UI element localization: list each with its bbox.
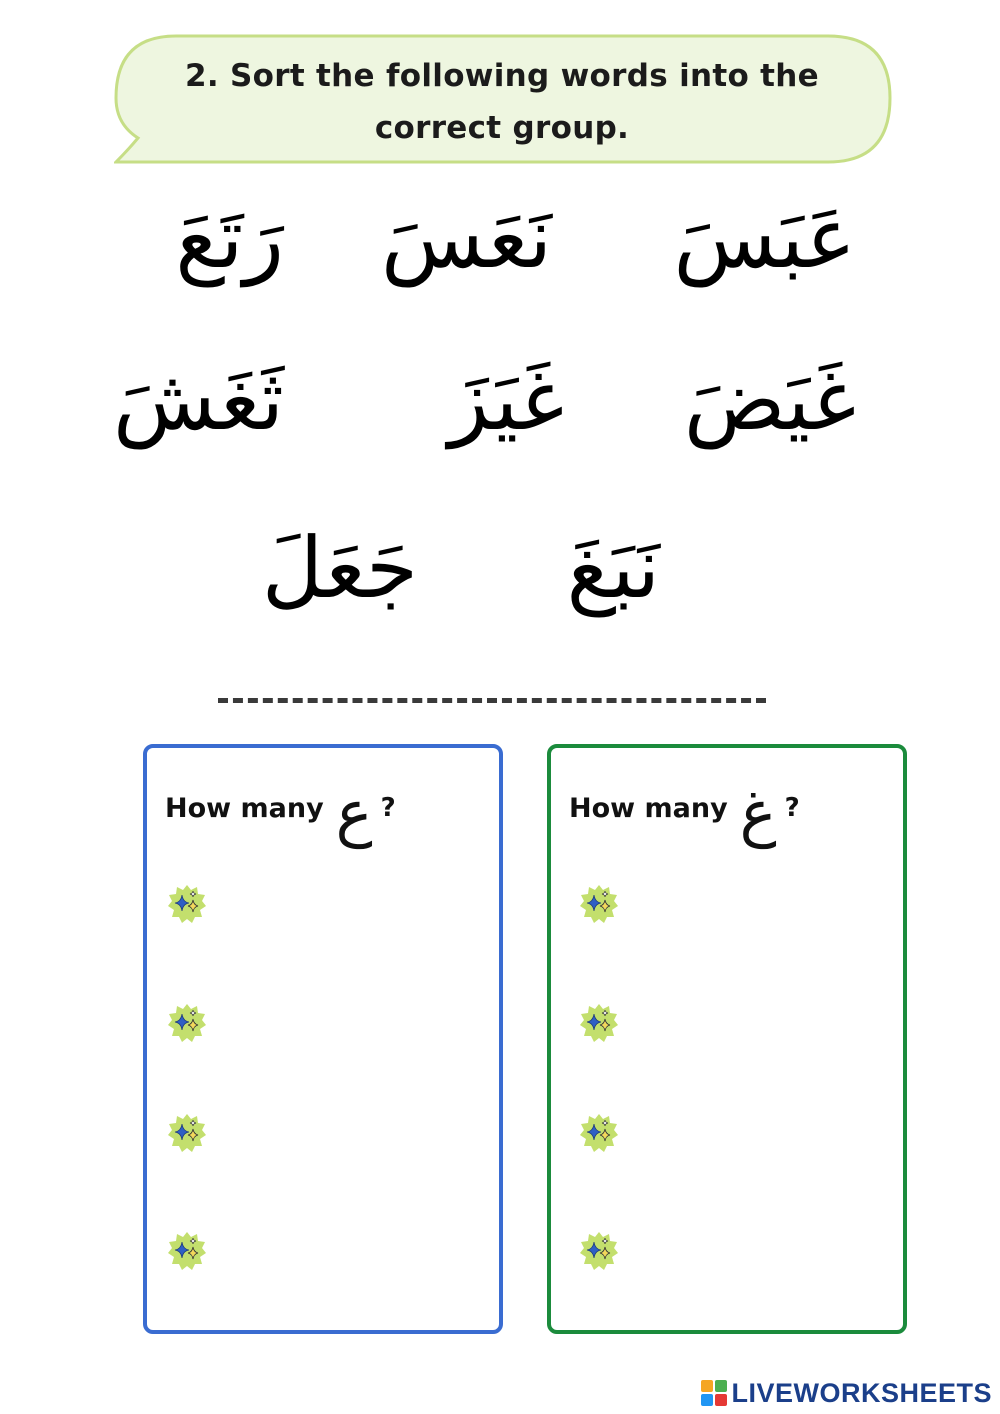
word-abasa[interactable]: عَبَسَ xyxy=(673,189,856,287)
word-ghayaza[interactable]: غَيَزَ xyxy=(448,351,564,449)
sparkle-badge-icon xyxy=(167,1231,207,1271)
group-label: How many xyxy=(569,792,728,824)
sparkle-badge-icon xyxy=(579,1003,619,1043)
sparkle-badge-icon xyxy=(167,884,207,924)
question-mark: ? xyxy=(784,793,800,823)
footer-brand: LIVEWORKSHEETS xyxy=(731,1377,992,1408)
word-jaala[interactable]: جَعَلَ xyxy=(261,519,418,617)
liveworksheets-logo-icon xyxy=(701,1380,727,1406)
instruction-bubble xyxy=(114,34,890,164)
instruction-line-2: correct group. xyxy=(374,110,630,146)
instruction-line-1: 2. Sort the following words into the xyxy=(185,58,819,94)
word-naasa[interactable]: نَعَسَ xyxy=(381,189,552,287)
group-box-ghayn[interactable] xyxy=(547,744,907,1334)
group-letter-ain: ع xyxy=(335,775,373,849)
group-box-ain[interactable] xyxy=(143,744,503,1334)
sparkle-badge-icon xyxy=(579,1231,619,1271)
word-nabagha[interactable]: نَبَغَ xyxy=(566,519,660,617)
word-rataa[interactable]: رَتَعَ xyxy=(175,189,284,287)
liveworksheets-footer xyxy=(701,1378,992,1408)
group-letter-ghayn: غ xyxy=(739,775,777,849)
dashed-divider xyxy=(218,698,766,703)
sparkle-badge-icon xyxy=(167,1003,207,1043)
sparkle-badge-icon xyxy=(579,884,619,924)
group-title-ain xyxy=(165,768,396,848)
instruction-text xyxy=(114,50,890,154)
group-label: How many xyxy=(165,792,324,824)
group-title-ghayn xyxy=(569,768,800,848)
word-ghayada[interactable]: غَيَضَ xyxy=(683,351,856,449)
sparkle-badge-icon xyxy=(167,1113,207,1153)
sparkle-badge-icon xyxy=(579,1113,619,1153)
question-mark: ? xyxy=(380,793,396,823)
word-thaghasha[interactable]: ثَغَشَ xyxy=(113,351,284,449)
